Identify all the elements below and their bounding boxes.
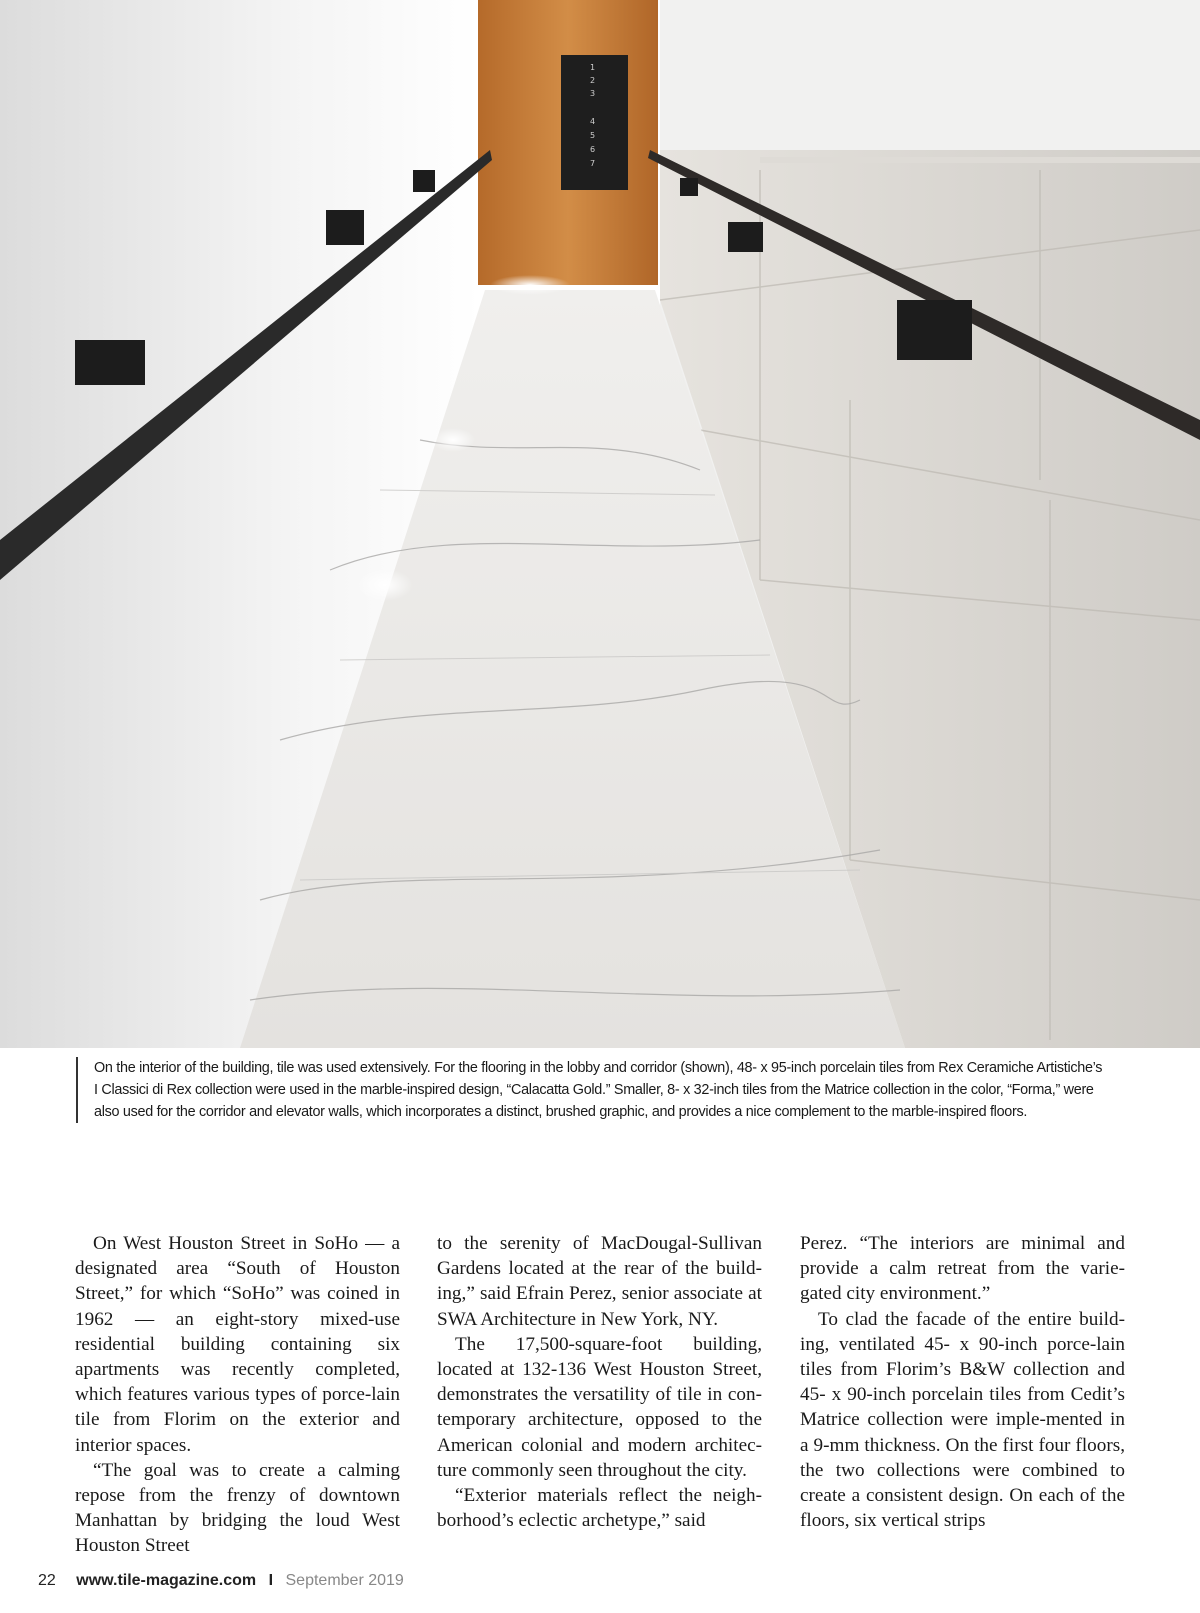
mailbox-number: 6 [590,145,596,154]
mailbox-panel [561,55,628,190]
mailbox-number: 1 [590,63,596,72]
article-column-1 [75,1231,400,1559]
page-number: 22 [38,1572,56,1589]
footer-separator: I [268,1572,274,1589]
paragraph: “The goal was to create a calming repose from the frenzy of downtown Manhattan by bridging the loud West Houston Street [75,1459,400,1557]
paragraph: The 17,500-square-foot building, located at 132-136 West Houston Street, demonstrates the versatility of tile in con-temporary architecture, opposed to the American colonial and modern architec-ture commonly seen throughout the city. [437,1333,762,1481]
page-footer [38,1572,404,1590]
paragraph: “Exterior materials reflect the neigh-borhood’s eclectic archetype,” said [437,1485,762,1532]
issue-date: September 2019 [285,1572,404,1589]
mailbox-number: 2 [590,76,596,85]
article-column-3 [800,1231,1125,1533]
mailbox-number: 7 [590,159,596,168]
caption-text: On the interior of the building, tile was used extensively. For the flooring in the lobby and corridor (shown), 48- x 95-inch porcelain tiles from Rex Ceramiche Artistiche’s I Classici di Rex collection were used in the marble-inspired design, “Calacatta Gold.” Smaller, 8- x 32-inch tiles from the Matrice collection in the color, “Forma,” were also used for the corridor and elevator walls, which incorporates a distinct, brushed graphic, and provides a nice complement to the marble-inspired floors. [94,1060,1103,1120]
paragraph: On West Houston Street in SoHo — a designated area “South of Houston Street,” for which “SoHo” was coined in 1962 — an eight-story mixed-use residential building containing six apartments was recently completed, which features various types of porce-lain tile from Florim on the exterior and interior spaces. [75,1233,400,1456]
photo-caption [76,1057,1104,1123]
mailbox-number: 4 [590,117,596,126]
paragraph: To clad the facade of the entire build-ing, ventilated 45- x 90-inch porce-lain tiles from Florim’s B&W collection and 45- x 90-inch porcelain tiles from Cedit’s Matrice collection were imple-mented in a 9-mm thickness. On the first four floors, the two collections were combined to create a consistent design. On each of the floors, six vertical strips [800,1308,1125,1532]
paragraph: to the serenity of MacDougal-Sullivan Gardens located at the rear of the build-ing,” said Efrain Perez, senior associate at SWA Architecture in New York, NY. [437,1233,762,1330]
mailbox-number: 3 [590,89,596,98]
magazine-url[interactable]: www.tile-magazine.com [76,1572,257,1589]
mailbox-number: 5 [590,131,596,140]
paragraph: Perez. “The interiors are minimal and provide a calm retreat from the varie-gated city environment.” [800,1233,1125,1305]
article-column-2 [437,1231,762,1533]
article-body [75,1231,1125,1557]
